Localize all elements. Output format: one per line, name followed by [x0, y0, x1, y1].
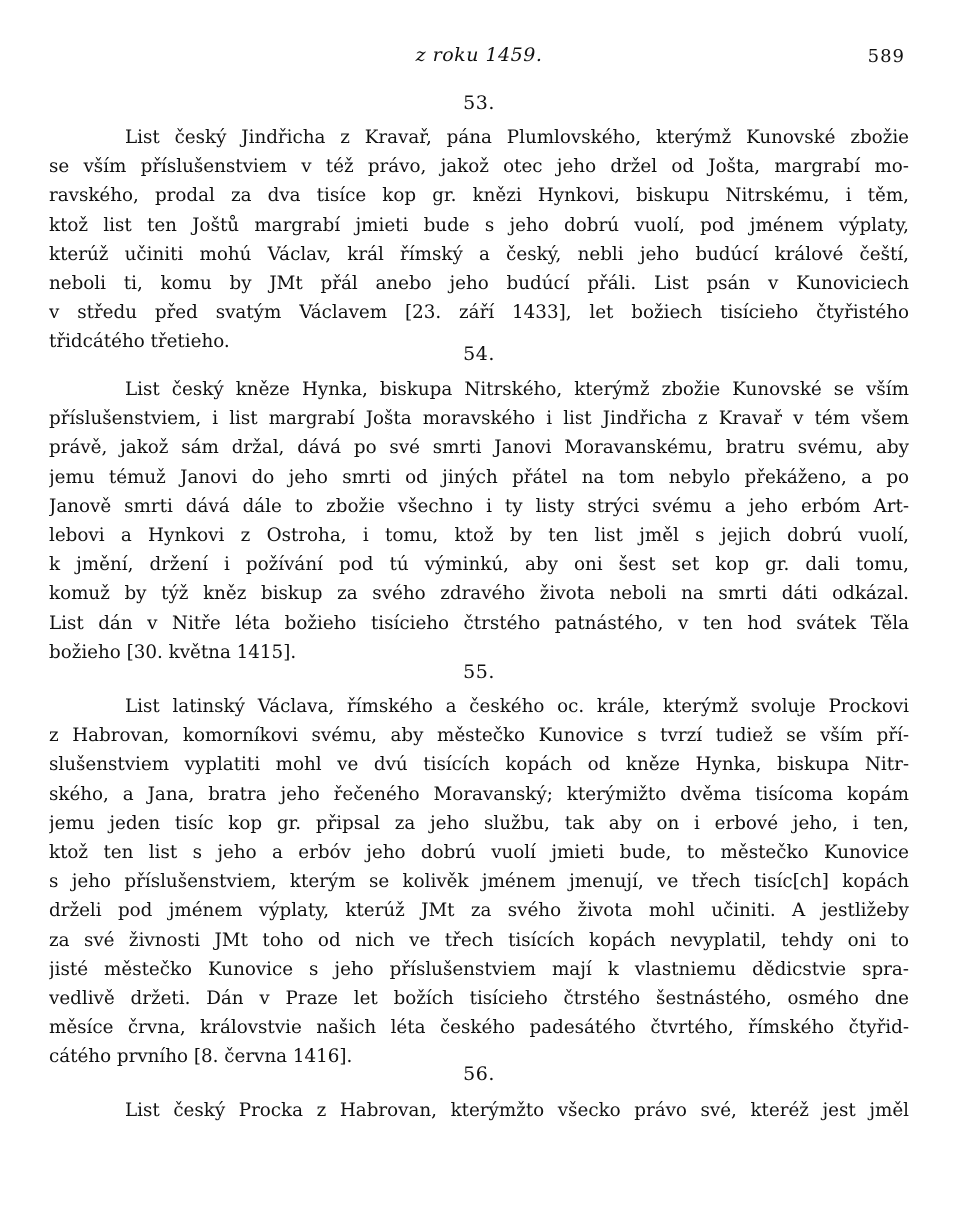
text-line: List dán v Nitře léta božieho tisícieho čtrstého patnástého, v ten hod svátek Těla: [49, 612, 909, 634]
section-number: 55.: [463, 661, 495, 683]
text-line: komuž by týž kněz biskup za svého zdravého života neboli na smrti dáti odkázal.: [49, 583, 909, 605]
section-number: 53.: [463, 92, 495, 114]
entry-paragraph: [49, 123, 909, 357]
text-line: ktož list ten Joštů margrabí jmieti bude s jeho dobrú vuolí, pod jménem výplaty,: [49, 214, 909, 236]
text-line: kterúž učiniti mohú Václav, král římský a český, nebli jeho budúcí králové čeští,: [49, 243, 909, 265]
text-line: jemu témuž Janovi do jeho smrti od jiných přátel na tom nebylo překáženo, a po: [49, 466, 909, 488]
text-line: List český Jindřicha z Kravař, pána Plumlovského, kterýmž Kunovské zbožie: [125, 127, 909, 148]
text-line: ského, a Jana, bratra jeho řečeného Moravanský; kterýmižto dvěma tisícoma kopám: [49, 783, 909, 805]
text-line: List český kněze Hynka, biskupa Nitrského, kterýmž zbožie Kunovské se vším: [125, 379, 909, 400]
running-head: [49, 44, 909, 72]
text-line: právě, jakož sám držal, dává po své smrti Janovi Moravanskému, bratru svému, aby: [49, 437, 909, 459]
text-line: drželi pod jménem výplaty, kterúž JMt za svého života mohl učiniti. A jestližeby: [49, 900, 909, 922]
text-line: jemu jeden tisíc kop gr. připsal za jeho službu, tak aby on i erbové jeho, i ten,: [49, 812, 909, 834]
text-line: slušenstviem vyplatiti mohl ve dvú tisících kopách od kněze Hynka, biskupa Nitr-: [49, 754, 909, 776]
text-line: božieho [30. května 1415].: [49, 641, 297, 663]
text-line: příslušenstviem, i list margrabí Jošta moravského i list Jindřicha z Kravař v tém všem: [49, 408, 909, 430]
text-line: ktož ten list s jeho a erbóv jeho dobrú vuolí jmieti bude, to městečko Kunovice: [49, 841, 909, 863]
text-line: jisté městečko Kunovice s jeho příslušenstviem mají k vlastniemu dědicstvie spra-: [49, 958, 909, 980]
section-number: 54.: [463, 343, 495, 365]
running-head-title: z roku 1459.: [415, 44, 543, 66]
text-line: k jmění, držení i požívání pod tú výminkú, aby oni šest set kop gr. dali tomu,: [49, 554, 909, 576]
text-line: cátého prvního [8. června 1416].: [49, 1046, 353, 1068]
text-line: se vším příslušenstviem v též právo, jakož otec jeho držel od Jošta, margrabí mo-: [49, 156, 909, 178]
text-line: List latinský Václava, římského a českého oc. krále, kterýmž svoluje Prockovi: [125, 696, 909, 717]
text-line: v středu před svatým Václavem [23. září 1433], let božiech tisícieho čtyřistého: [49, 302, 909, 324]
text-line: měsíce črvna, královstvie našich léta českého padesátého čtvrtého, římského čtyřid-: [49, 1017, 909, 1039]
text-line: z Habrovan, komorníkovi svému, aby městečko Kunovice s tvrzí tudiež se vším pří-: [49, 725, 909, 747]
text-line: List český Procka z Habrovan, kterýmžto všecko právo své, kteréž jest jměl: [125, 1100, 909, 1121]
entry-paragraph: [49, 692, 909, 1071]
text-line: lebovi a Hynkovi z Ostroha, i tomu, ktož by ten list jměl s jejich dobrú vuolí,: [49, 524, 909, 546]
page-number: 589: [867, 46, 905, 67]
text-line: ravského, prodal za dva tisíce kop gr. knězi Hynkovi, biskupu Nitrskému, i těm,: [49, 185, 909, 207]
section-number: 56.: [463, 1063, 495, 1085]
book-page: [49, 0, 909, 1208]
text-line: Janově smrti dává dále to zbožie všechno i ty listy strýci svému a jeho erbóm Art-: [49, 495, 909, 517]
text-line: vedlivě držeti. Dán v Praze let božích tisícieho čtrstého šestnástého, osmého dne: [49, 987, 909, 1009]
text-line: s jeho příslušenstviem, kterým se kolivěk jménem jmenují, ve třech tisíc[ch] kopách: [49, 871, 909, 893]
text-line: třidcátého třetieho.: [49, 331, 230, 353]
text-line: neboli ti, komu by JMt přál anebo jeho budúcí přáli. List psán v Kunoviciech: [49, 272, 909, 294]
text-line: za své živnosti JMt toho od nich ve třech tisících kopách nevyplatil, tehdy oni to: [49, 929, 909, 951]
entry-paragraph: [49, 1096, 909, 1125]
entry-paragraph: [49, 375, 909, 667]
